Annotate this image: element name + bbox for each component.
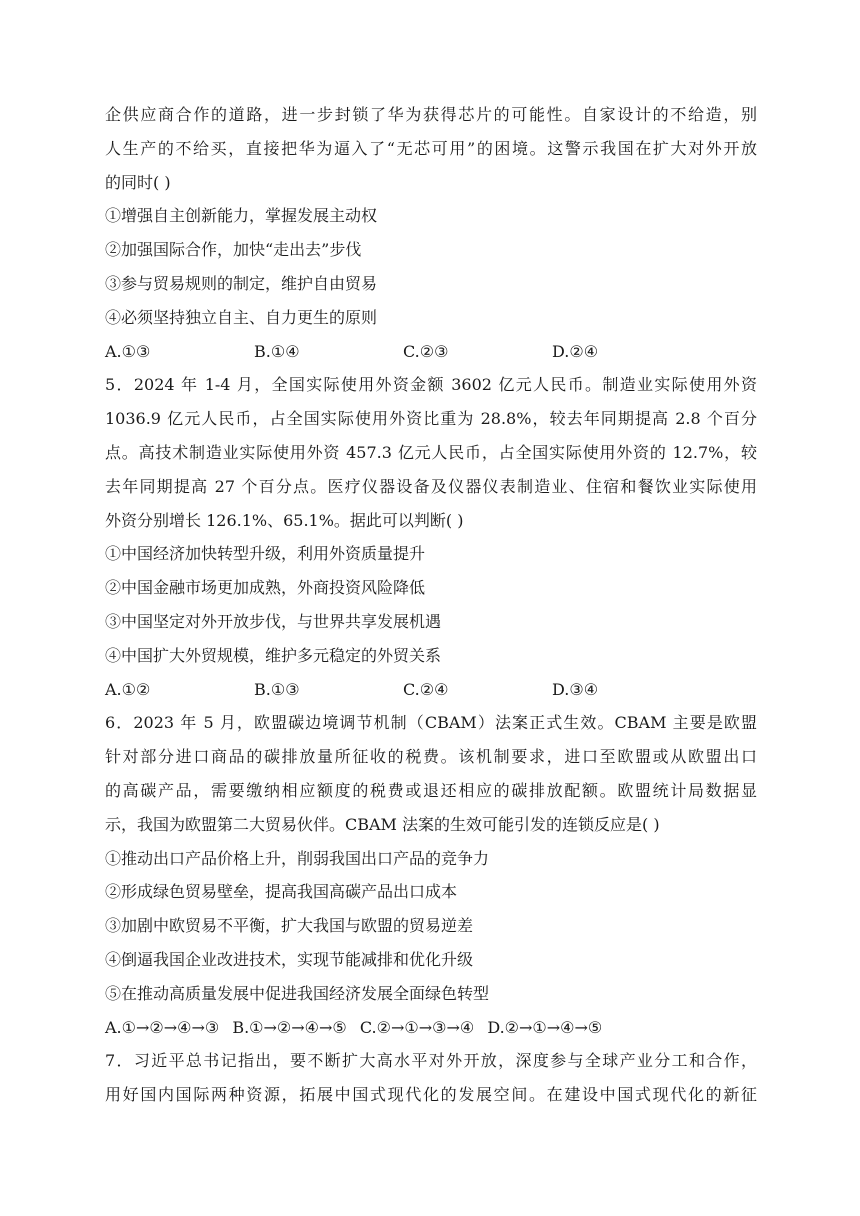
question-stem-line: 7．习近平总书记指出，要不断扩大高水平对外开放，深度参与全球产业分工和合作， [105,1051,757,1071]
option-d: D.③④ [552,679,599,699]
statement-item: ①中国经济加快转型升级，利用外资质量提升 [105,544,426,564]
option-c: C.②④ [403,679,449,699]
statement-item: ③加剧中欧贸易不平衡，扩大我国与欧盟的贸易逆差 [105,916,474,936]
question-stem-line: 企供应商合作的道路，进一步封锁了华为获得芯片的可能性。自家设计的不给造，别 [105,105,757,124]
statement-item: ③参与贸易规则的制定，维护自由贸易 [105,273,378,293]
statement-item: ②形成绿色贸易壁垒，提高我国高碳产品出口成本 [105,882,458,902]
option-b: B.①④ [254,341,300,361]
statement-item: ④中国扩大外贸规模，维护多元稳定的外贸关系 [105,645,442,665]
question-stem-line: 用好国内国际两种资源，拓展中国式现代化的发展空间。在建设中国式现代化的新征 [105,1085,757,1105]
answer-options [105,673,757,707]
question-stem-line: 的同时( ) [105,172,171,192]
question-stem-line: 的高碳产品，需要缴纳相应额度的税费或退还相应的碳排放配额。欧盟统计局数据显 [105,780,757,800]
statement-item: ①增强自主创新能力，掌握发展主动权 [105,206,378,226]
document-page [105,98,757,1112]
option-b: B.①③ [254,679,300,699]
option-a: A.①③ [105,341,151,361]
answer-options [105,335,757,369]
question-stem-line: 人生产的不给买，直接把华为逼入了“无芯可用”的困境。这警示我国在扩大对外开放 [105,138,757,158]
question-stem-line: 外资分别增长 126.1%、65.1%。据此可以判断( ) [105,510,464,530]
option-c: C.②→①→③→④ [359,1017,475,1037]
question-stem-line: 5．2024 年 1-4 月，全国实际使用外资金额 3602 亿元人民币。制造业实际使用外资 [105,375,757,395]
option-b: B.①→②→④→⑤ [232,1017,347,1037]
statement-item: ①推动出口产品价格上升，削弱我国出口产品的竞争力 [105,848,490,868]
question-stem-line: 去年同期提高 27 个百分点。医疗仪器设备及仪器仪表制造业、住宿和餐饮业实际使用 [105,476,757,496]
option-a: A.①② [105,679,151,699]
statement-item: ②中国金融市场更加成熟，外商投资风险降低 [105,578,426,598]
answer-options [105,1011,757,1045]
question-7 [105,1044,757,1112]
statement-item: ③中国坚定对外开放步伐，与世界共享发展机遇 [105,611,442,631]
option-a: A.①→②→④→③ [105,1017,220,1037]
question-stem-line: 点。高技术制造业实际使用外资 457.3 亿元人民币，占全国实际使用外资的 12.7%，较 [105,442,757,462]
question-6 [105,706,757,1044]
question-stem-line: 6．2023 年 5 月，欧盟碳边境调节机制（CBAM）法案正式生效。CBAM 主要是欧盟 [105,713,757,733]
question-stem-line: 1036.9 亿元人民币，占全国实际使用外资比重为 28.8%，较去年同期提高 2.8 个百分 [105,409,757,429]
question-4 [105,98,757,368]
statement-item: ②加强国际合作，加快“走出去”步伐 [105,240,362,260]
statement-item: ④必须坚持独立自主、自力更生的原则 [105,307,378,327]
option-d: D.②→①→④→⑤ [487,1017,603,1037]
statement-item: ④倒逼我国企业改进技术，实现节能减排和优化升级 [105,949,474,969]
question-stem-line: 针对部分进口商品的碳排放量所征收的税费。该机制要求，进口至欧盟或从欧盟出口 [105,747,757,767]
question-stem-line: 示，我国为欧盟第二大贸易伙伴。CBAM 法案的生效可能引发的连锁反应是( ) [105,814,660,834]
question-5 [105,368,757,706]
option-c: C.②③ [403,341,449,361]
statement-item: ⑤在推动高质量发展中促进我国经济发展全面绿色转型 [105,983,490,1003]
option-d: D.②④ [552,341,599,361]
